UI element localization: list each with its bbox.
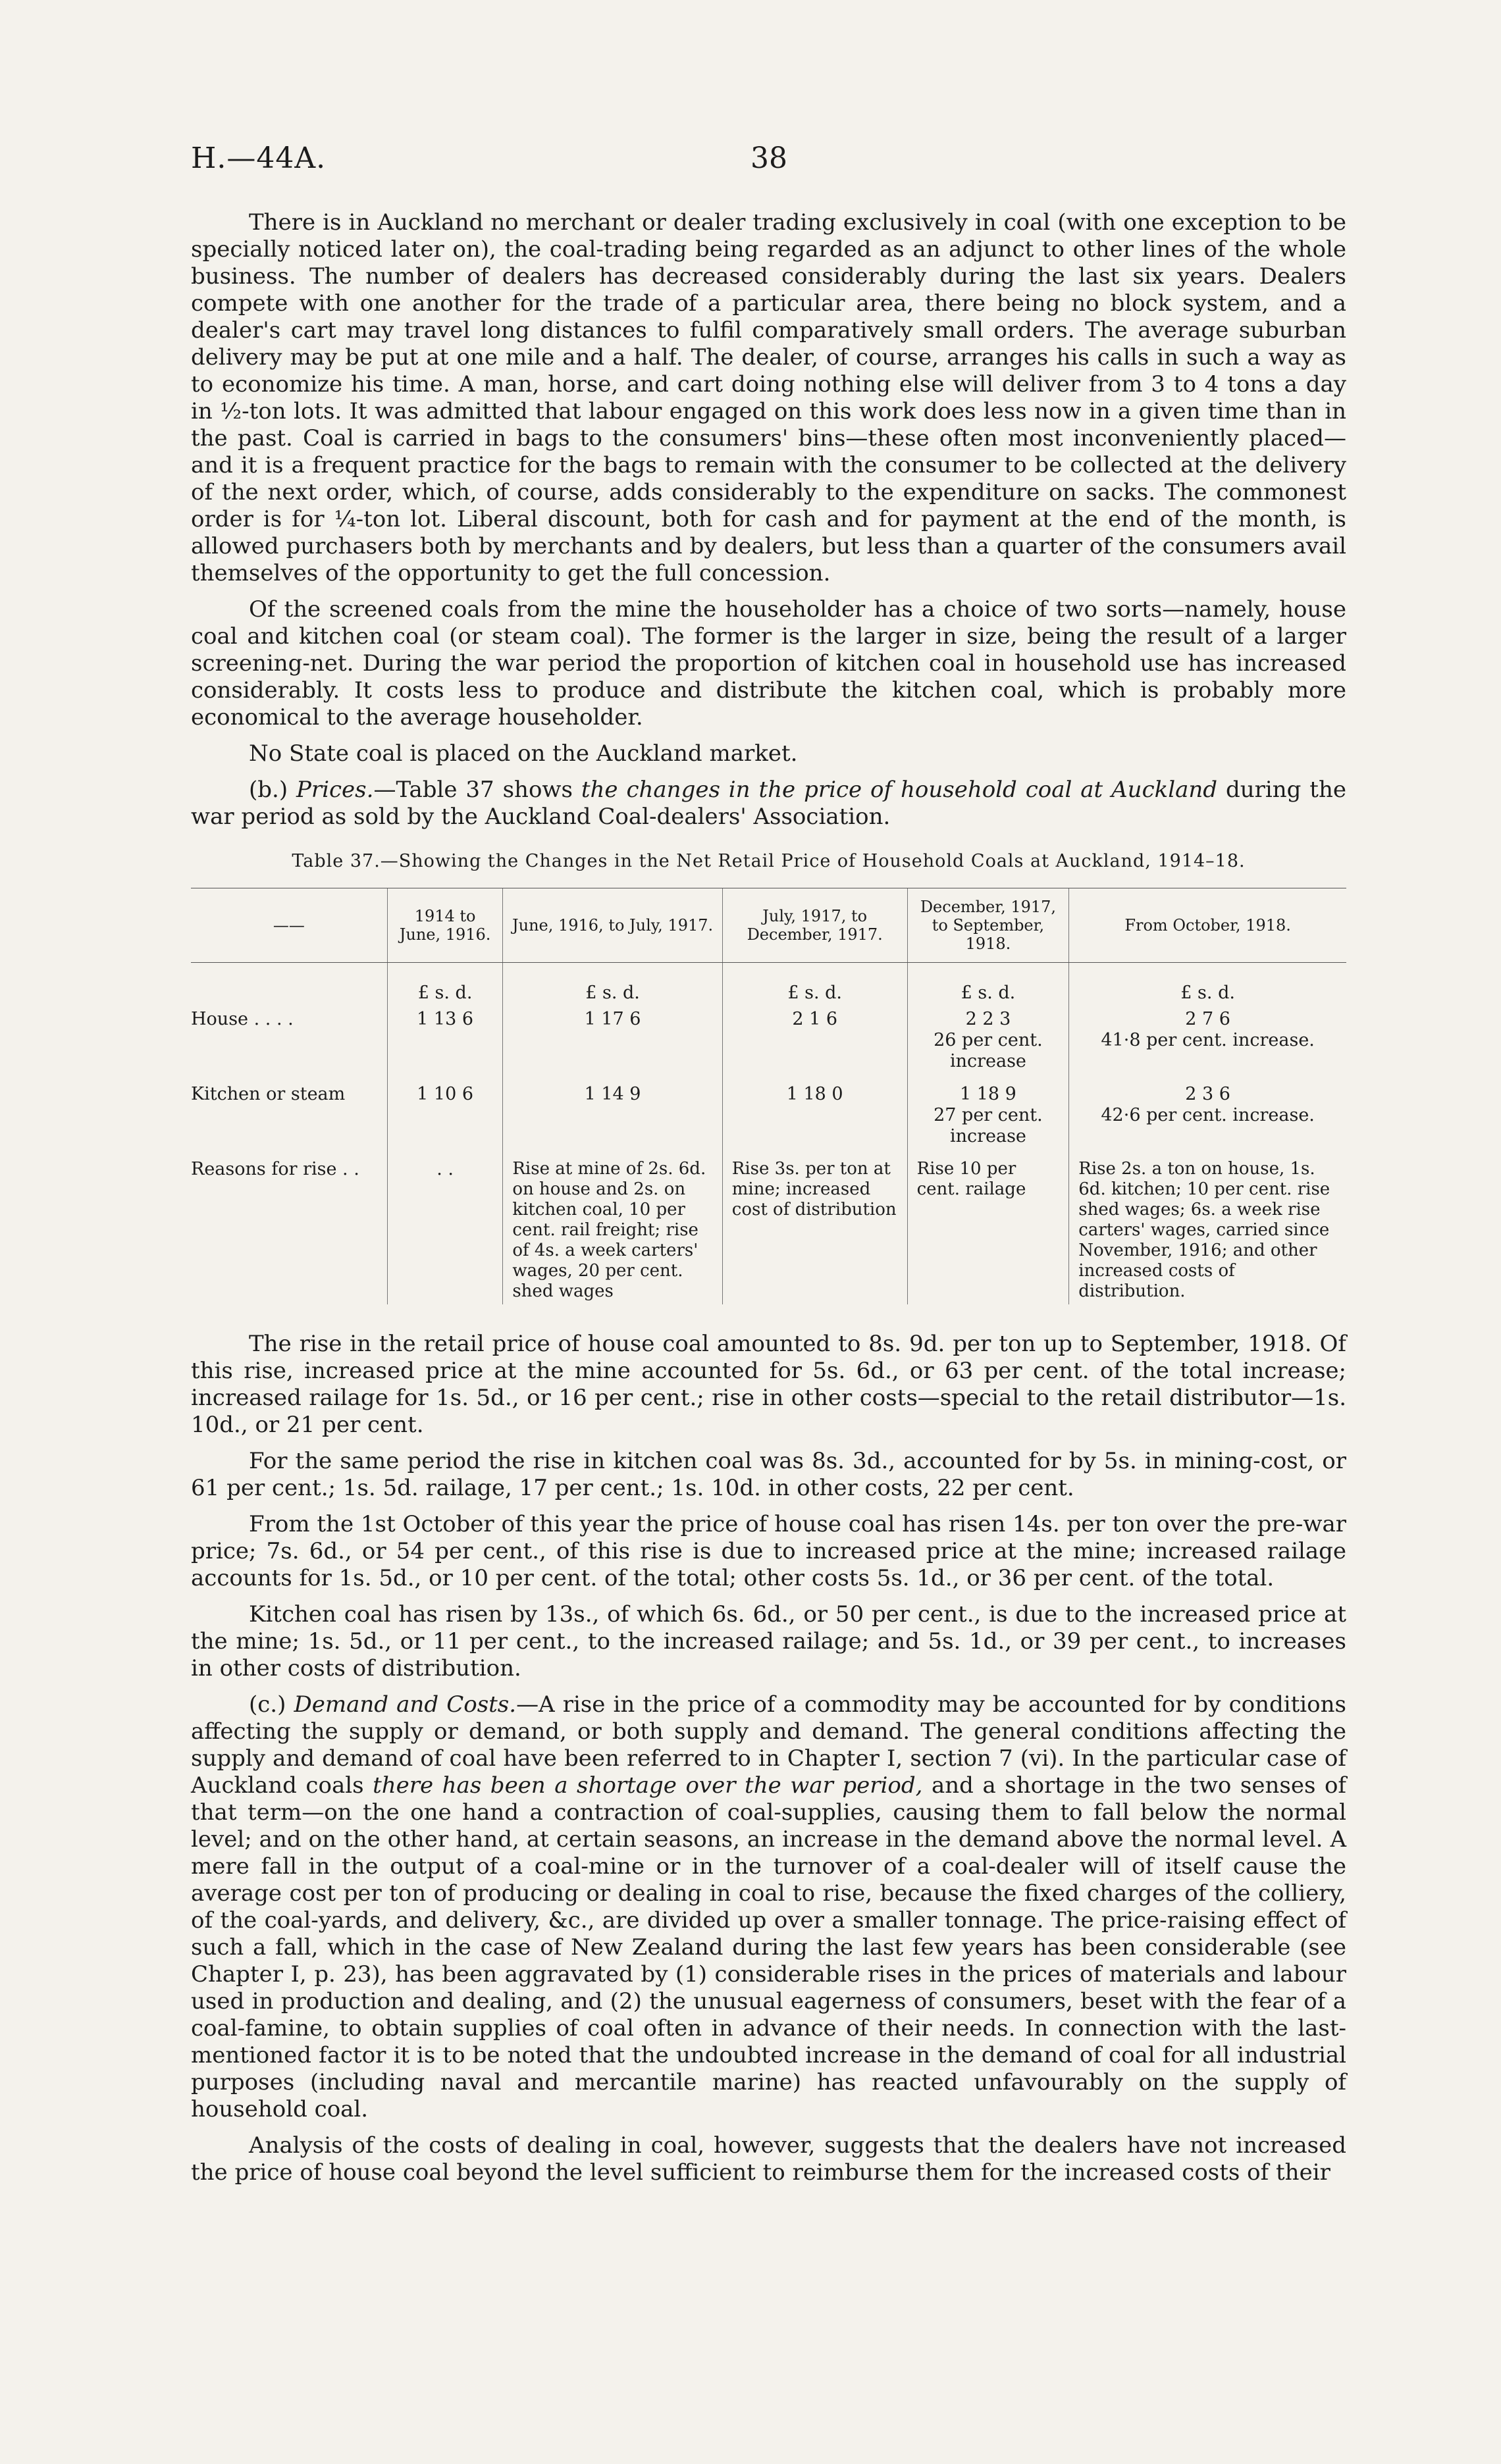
table-header-cell: July, 1917, to December, 1917.	[722, 888, 907, 963]
reason-cell: Rise 10 per cent. railage	[907, 1150, 1069, 1304]
table-cell: 1 14 9	[503, 1075, 722, 1150]
demand-heading: Demand and Costs.	[294, 1691, 517, 1718]
table-cell: 1 17 6	[503, 1006, 722, 1075]
table-cell: 2 7 6 41·8 per cent. increase.	[1069, 1006, 1346, 1075]
table-row	[191, 1075, 1346, 1150]
table-row-reasons	[191, 1150, 1346, 1304]
row-label-kitchen: Kitchen or steam	[191, 1084, 346, 1104]
increase-note: 42·6 per cent. increase.	[1101, 1105, 1315, 1125]
unit-cell: £ s. d.	[387, 963, 503, 1007]
prices-italic: the changes in the price of household coal at Auckland	[581, 777, 1218, 803]
reason-cell: Rise 2s. a ton on house, 1s. 6d. kitchen; 10 per cent. rise shed wages; 6s. a week rise carters' wages, carried since November, 1916; and other increased costs of distribution.	[1069, 1150, 1346, 1304]
table-header-row	[191, 888, 1346, 963]
table-cell: 1 10 6	[387, 1075, 503, 1150]
prices-text-a: —Table 37 shows	[373, 777, 573, 803]
row-label-reasons: Reasons for rise . .	[191, 1159, 359, 1179]
table-cell: 2 1 6	[722, 1006, 907, 1075]
prices-heading: Prices.	[296, 777, 374, 803]
page-body	[191, 209, 1346, 2195]
table-header-cell: ——	[191, 888, 387, 963]
reason-cell: Rise at mine of 2s. 6d. on house and 2s. on kitchen coal, 10 per cent. rail freight; rise of 4s. a week carters' wages, 20 per cent. shed wages	[503, 1150, 722, 1304]
unit-cell	[191, 963, 387, 1007]
increase-note: 26 per cent. increase	[934, 1030, 1043, 1071]
paragraph-prices	[191, 777, 1346, 831]
table-header-cell: June, 1916, to July, 1917.	[503, 888, 722, 963]
table-title: Table 37.—Showing the Changes in the Net Retail Price of Household Coals at Auckland, 1914–18.	[292, 851, 1246, 871]
paragraph-state-coal: No State coal is placed on the Auckland market.	[249, 740, 798, 767]
reason-cell: Rise 3s. per ton at mine; increased cost of distribution	[722, 1150, 907, 1304]
demand-text-b: and a shortage in the two senses of that term—on the one hand a contraction of coal-supplies, causing them to fall below the normal level; and on the other hand, at certain seasons, an increase in the demand above the normal level. A mere fall in the output of a coal-mine or in the turnover of a coal-dealer will of itself cause the average cost per ton of producing or dealing in coal to rise, because the fixed charges of the colliery, of the coal-yards, and delivery, &c., are divided up over a smaller tonnage. The price-raising effect of such a fall, which in the case of New Zealand during the last few years has been considerable (see Chapter I, p. 23), has been aggravated by (1) considerable rises in the prices of materials and labour used in production and dealing, and (2) the unusual eagerness of consumers, beset with the fear of a coal-famine, to obtain supplies of coal often in advance of their needs. In connection with the last-mentioned factor it is to be noted that the undoubted increase in the demand of coal for all industrial purposes (including naval and mercantile marine) has reacted unfavourably on the supply of household coal.	[191, 1772, 1346, 2122]
table-cell: 2 3 6 42·6 per cent. increase.	[1069, 1075, 1346, 1150]
table-header-cell: December, 1917, to September, 1918.	[907, 888, 1069, 963]
table-cell: 1 13 6	[387, 1006, 503, 1075]
prices-text-b: during the war period as sold by the Auckland Coal-dealers' Association.	[191, 777, 1346, 830]
paragraph-house-rise: The rise in the retail price of house coal amounted to 8s. 9d. per ton up to September, 1918. Of this rise, increased price at the mine accounted for 5s. 6d., or 63 per cent. of the total increase; increased railage for 1s. 5d., or 16 per cent.; rise in other costs—special to the retail distributor—1s. 10d., or 21 per cent.	[191, 1331, 1346, 1438]
coal-price-table	[191, 888, 1346, 1304]
paragraph-kitchen-rise: For the same period the rise in kitchen coal was 8s. 3d., accounted for by 5s. in mining-cost, or 61 per cent.; 1s. 5d. railage, 17 per cent.; 1s. 10d. in other costs, 22 per cent.	[191, 1448, 1346, 1501]
page-number: 38	[750, 141, 787, 175]
paragraph-kitchen-13s: Kitchen coal has risen by 13s., of which 6s. 6d., or 50 per cent., is due to the increased price at the mine; 1s. 5d., or 11 per cent., to the increased railage; and 5s. 1d., or 39 per cent., to increases in other costs of distribution.	[191, 1601, 1346, 1681]
paragraph-dealers: There is in Auckland no merchant or dealer trading exclusively in coal (with one exception to be specially noticed later on), the coal-trading being regarded as an adjunct to other lines of the whole business. The number of dealers has decreased considerably during the last six years. Dealers compete with one another for the trade of a particular area, there being no block system, and a dealer's cart may travel long distances to fulfil comparatively small orders. The average suburban delivery may be put at one mile and a half. The dealer, of course, arranges his calls in such a way as to economize his time. A man, horse, and cart doing nothing else will deliver from 3 to 4 tons a day in ½-ton lots. It was admitted that labour engaged on this work does less now in a given time than in the past. Coal is carried in bags to the consumers' bins—these often most inconveniently placed—and it is a frequent practice for the bags to remain with the consumer to be collected at the delivery of the next order, which, of course, adds considerably to the expenditure on sacks. The commonest order is for ¼-ton lot. Liberal discount, both for cash and for payment at the end of the month, is allowed purchasers both by merchants and by dealers, but less than a quarter of the consumers avail themselves of the opportunity to get the full concession.	[191, 209, 1346, 586]
unit-cell: £ s. d.	[503, 963, 722, 1007]
table-row	[191, 1006, 1346, 1075]
demand-text-a: —A rise in the price of a commodity may be accounted for by conditions affecting the supply or demand, or both supply and demand. The general conditions affecting the supply and demand of coal have been referred to in Chapter I, section 7 (vi). In the particular case of Auckland coals	[191, 1691, 1346, 1799]
paragraph-october: From the 1st October of this year the price of house coal has risen 14s. per ton over the pre-war price; 7s. 6d., or 54 per cent., of this rise is due to increased price at the mine; increased railage accounts for 1s. 5d., or 10 per cent. of the total; other costs 5s. 1d., or 36 per cent. of the total.	[191, 1511, 1346, 1591]
unit-cell: £ s. d.	[1069, 963, 1346, 1007]
increase-note: 41·8 per cent. increase.	[1101, 1030, 1315, 1050]
table-header-cell: 1914 to June, 1916.	[387, 888, 503, 963]
page-header	[191, 141, 1350, 181]
demand-italic: there has been a shortage over the war period,	[373, 1772, 923, 1799]
prices-label: (b.)	[249, 777, 288, 803]
unit-cell: £ s. d.	[722, 963, 907, 1007]
increase-note: 27 per cent. increase	[934, 1105, 1043, 1146]
unit-cell: £ s. d.	[907, 963, 1069, 1007]
paragraph-demand-costs	[191, 1691, 1346, 2123]
table-cell: 2 2 3 26 per cent. increase	[907, 1006, 1069, 1075]
table-header-cell: From October, 1918.	[1069, 888, 1346, 963]
row-label-house: House . . . .	[191, 1009, 294, 1029]
paragraph-analysis: Analysis of the costs of dealing in coal, however, suggests that the dealers have not increased the price of house coal beyond the level sufficient to reimburse them for the increased costs of their	[191, 2132, 1346, 2186]
table-units-row	[191, 963, 1346, 1007]
demand-label: (c.)	[249, 1691, 286, 1718]
paragraph-screened-coals: Of the screened coals from the mine the householder has a choice of two sorts—namely, house coal and kitchen coal (or steam coal). The former is the larger in size, being the result of a larger screening-net. During the war period the proportion of kitchen coal in household use has increased considerably. It costs less to produce and distribute the kitchen coal, which is probably more economical to the average householder.	[191, 596, 1346, 731]
reason-cell: . .	[387, 1150, 503, 1304]
table-cell: 1 18 9 27 per cent. increase	[907, 1075, 1069, 1150]
table-cell: 1 18 0	[722, 1075, 907, 1150]
document-reference: H.—44A.	[191, 141, 327, 175]
